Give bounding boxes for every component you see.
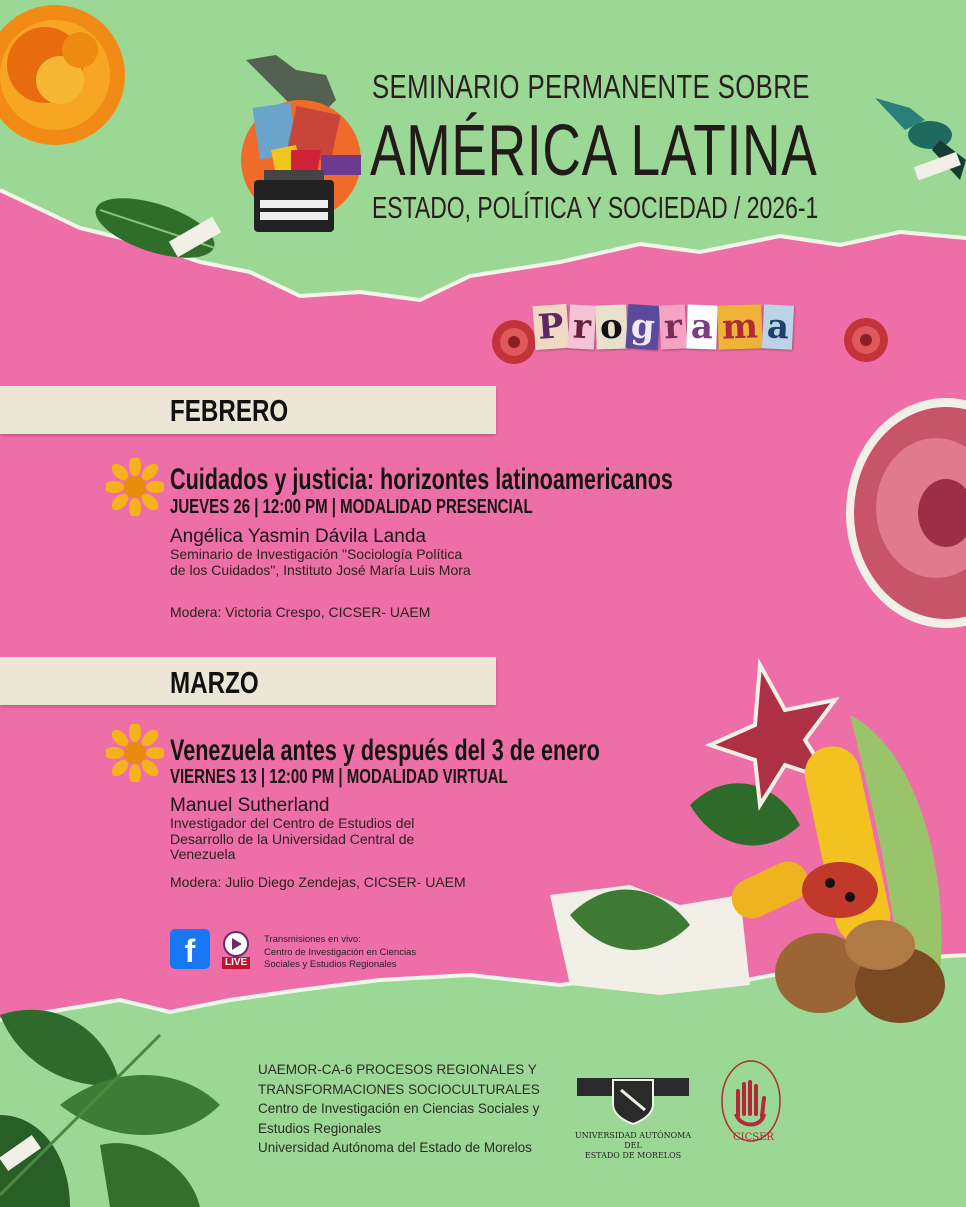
programa-letter: r bbox=[659, 304, 687, 349]
event-speaker: Manuel Sutherland bbox=[170, 795, 330, 816]
streaming-line: Transmisiones en vivo: bbox=[264, 934, 361, 945]
footer-line: Estudios Regionales bbox=[258, 1120, 382, 1136]
programa-letter: P bbox=[533, 304, 570, 350]
leaf-icon bbox=[85, 190, 235, 270]
footer-line: TRANSFORMACIONES SOCIOCULTURALES bbox=[258, 1081, 540, 1097]
seminar-subtitle: SEMINARIO PERMANENTE SOBRE bbox=[372, 68, 810, 105]
programa-letter: g bbox=[626, 304, 661, 350]
uaem-crest-icon bbox=[577, 1074, 689, 1126]
uaem-logo-text: UNIVERSIDAD AUTÓNOMA DEL bbox=[574, 1131, 692, 1150]
programa-letter: r bbox=[567, 304, 595, 349]
hummingbird-icon bbox=[870, 90, 966, 190]
rose-icon-right bbox=[842, 316, 890, 364]
cicser-logo-text: CICSER bbox=[733, 1132, 774, 1143]
live-badge: LIVE bbox=[222, 957, 250, 969]
event-speaker-affiliation: Seminario de Investigación "Sociología Política de los Cuidados", Instituto José María Luis Mora bbox=[170, 546, 471, 578]
event-moderator: Modera: Victoria Crespo, CICSER- UAEM bbox=[170, 604, 431, 620]
streaming-line: Centro de Investigación en Ciencias bbox=[264, 946, 417, 958]
streaming-info bbox=[264, 934, 416, 972]
programa-letter: m bbox=[717, 304, 762, 350]
event-datetime: JUEVES 26 | 12:00 PM | MODALIDAD PRESENCIAL bbox=[170, 496, 533, 518]
plant-leaves-icon bbox=[0, 995, 225, 1207]
seminar-tagline: ESTADO, POLÍTICA Y SOCIEDAD / 2026-1 bbox=[372, 190, 819, 225]
facebook-icon[interactable]: f bbox=[170, 929, 210, 969]
rose-icon-left bbox=[490, 318, 538, 366]
footer-line: Universidad Autónoma del Estado de Morelos bbox=[258, 1140, 532, 1155]
programa-letter: a bbox=[686, 304, 718, 349]
footer-line: UAEMOR-CA-6 PROCESOS REGIONALES Y bbox=[258, 1062, 537, 1077]
header-collage bbox=[236, 50, 366, 240]
uaem-logo bbox=[566, 1074, 700, 1161]
event-moderator: Modera: Julio Diego Zendejas, CICSER- UAEM bbox=[170, 874, 466, 890]
event-speaker-affiliation: Investigador del Centro de Estudios del Desarrollo de la Universidad Central de Venezuela bbox=[170, 815, 415, 862]
sunflower-icon bbox=[106, 724, 164, 782]
event-datetime: VIERNES 13 | 12:00 PM | MODALIDAD VIRTUAL bbox=[170, 766, 508, 788]
pink-flower-icon bbox=[836, 388, 966, 638]
programa-letter: o bbox=[595, 304, 627, 349]
corn-collage bbox=[550, 655, 966, 1045]
month-febrero: FEBRERO bbox=[170, 393, 289, 428]
footer-credits bbox=[258, 1060, 540, 1158]
programa-letter: a bbox=[762, 304, 794, 350]
streaming-line: Sociales y Estudios Regionales bbox=[264, 959, 397, 970]
marigold-flower-icon bbox=[0, 0, 140, 170]
programa-title bbox=[534, 305, 794, 349]
seminar-title: AMÉRICA LATINA bbox=[370, 111, 818, 191]
month-marzo: MARZO bbox=[170, 665, 259, 700]
event-speaker: Angélica Yasmin Dávila Landa bbox=[170, 526, 426, 547]
footer-line: Centro de Investigación en Ciencias Sociales y bbox=[258, 1101, 540, 1116]
event-title: Venezuela antes y después del 3 de enero bbox=[170, 734, 600, 767]
event-title: Cuidados y justicia: horizontes latinoamericanos bbox=[170, 463, 673, 496]
sunflower-icon bbox=[106, 458, 164, 516]
live-play-icon[interactable] bbox=[218, 931, 254, 957]
uaem-logo-text: ESTADO DE MORELOS bbox=[584, 1151, 682, 1160]
